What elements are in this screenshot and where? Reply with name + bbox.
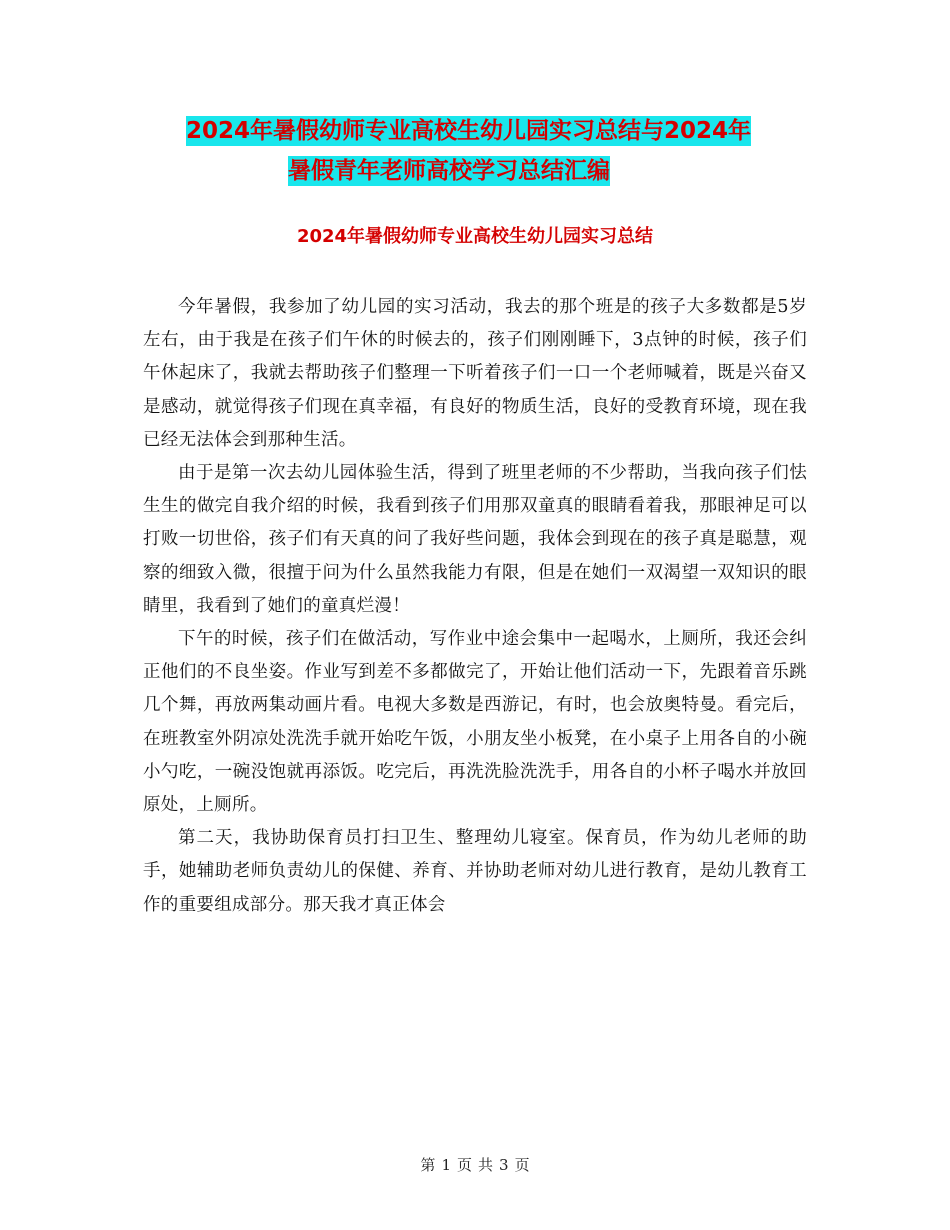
paragraph: 第二天，我协助保育员打扫卫生、整理幼儿寝室。保育员，作为幼儿老师的助手，她辅助老师负责幼儿的保健、养育、并协助老师对幼儿进行教育，是幼儿教育工作的重要组成部分。那天我才真正体会 (143, 828, 807, 915)
title-highlight-2: 暑假青年老师高校学习总结汇编 (288, 158, 610, 184)
page-footer (0, 1153, 950, 1177)
title-highlight-1: 2024年暑假幼师专业高校生幼儿园实习总结与2024年 (186, 118, 752, 144)
paragraph: 由于是第一次去幼儿园体验生活，得到了班里老师的不少帮助，当我向孩子们怯生生的做完自我介绍的时候，我看到孩子们用那双童真的眼睛看着我，那眼神足可以打败一切世俗，孩子们有天真的问了我好些问题，我体会到现在的孩子真是聪慧，观察的细致入微，很擅于问为什么虽然我能力有限，但是在她们一双渴望一双知识的眼睛里，我看到了她们的童真烂漫！ (143, 463, 807, 616)
title-line-1 (186, 111, 826, 151)
footer-page-unit: 页 (456, 1156, 472, 1174)
paragraph: 今年暑假，我参加了幼儿园的实习活动，我去的那个班是的孩子大多数都是5岁左右，由于我是在孩子们午休的时候去的，孩子们刚刚睡下，3点钟的时候，孩子们午休起床了，我就去帮助孩子们整理一下听着孩子们一口一个老师喊着，既是兴奋又是感动，就觉得孩子们现在真幸福，有良好的物质生活，良好的受教育环境，现在我已经无法体会到那种生活。 (143, 297, 807, 450)
title-line-2 (186, 151, 826, 191)
footer-page-current: 1 (441, 1156, 451, 1174)
paragraph: 下午的时候，孩子们在做活动，写作业中途会集中一起喝水，上厕所，我还会纠正他们的不良坐姿。作业写到差不多都做完了，开始让他们活动一下，先跟着音乐跳几个舞，再放两集动画片看。电视大多数是西游记，有时，也会放奥特曼。看完后，在班教室外阴凉处洗洗手就开始吃午饭，小朋友坐小板凳，在小桌子上用各自的小碗小勺吃，一碗没饱就再添饭。吃完后，再洗洗脸洗洗手，用各自的小杯子喝水并放回原处，上厕所。 (143, 629, 807, 816)
footer-page-label: 第 (420, 1156, 436, 1174)
footer-total-unit: 页 (514, 1156, 530, 1174)
footer-total-label: 共 (478, 1156, 494, 1174)
body-text (143, 291, 807, 922)
document-title (186, 111, 826, 191)
footer-page-total: 3 (499, 1156, 509, 1174)
section-title: 2024年暑假幼师专业高校生幼儿园实习总结 (296, 226, 654, 247)
